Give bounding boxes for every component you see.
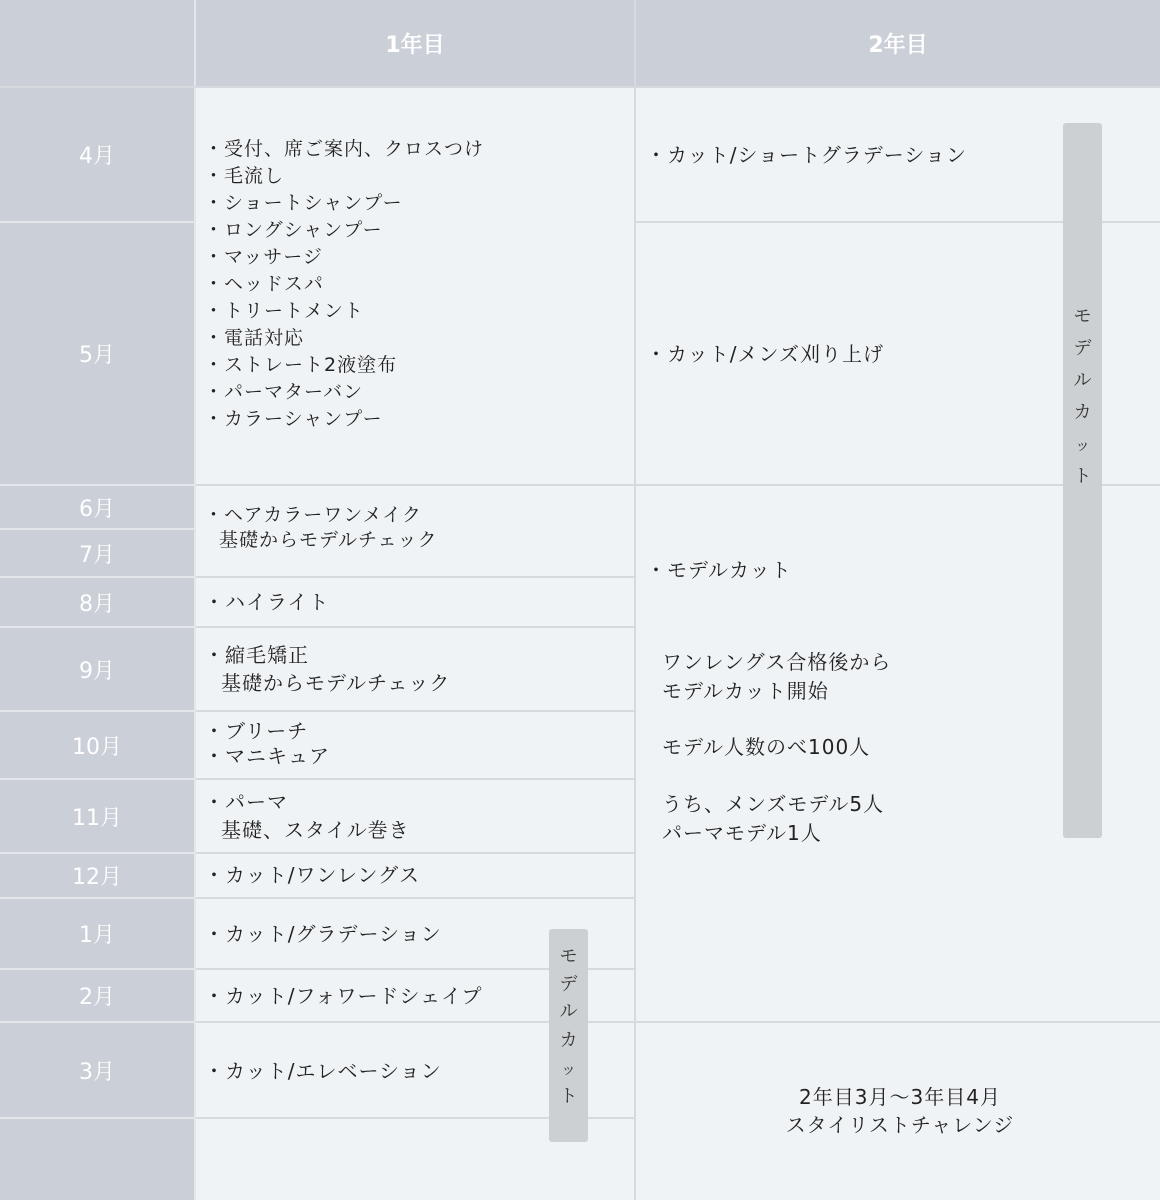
badge-char: カ [559,1030,578,1051]
list-item: ・ マニキュア [210,744,630,769]
year1-heading: 1年目 [385,32,445,58]
month-label: 5月 [79,343,115,368]
month-label: 6月 [79,496,115,522]
divider [196,897,636,899]
year1-dec [210,861,630,889]
divider [196,778,636,780]
list-item: ・ カラーシャンプー [210,406,630,433]
year1-sep [210,641,630,697]
list-item: ・ ロングシャンプー [210,217,630,244]
badge-char: カ [1073,402,1092,423]
list-item: ・ パーマターバン [210,379,630,406]
list-item: ・ ヘッドスパ [210,271,630,298]
note-line: うち、メンズモデル5人 [662,792,885,816]
challenge-title: スタイリストチャレンジ [785,1113,1015,1137]
badge-char: デ [559,974,578,995]
badge-char: ッ [1074,436,1090,454]
challenge-period: 2年目3月〜3年目4月 [799,1085,1001,1109]
list-item: ・ カット/ワンレングス [210,861,630,889]
divider [196,626,636,628]
year1-nov [210,788,630,844]
badge-char: ッ [560,1060,576,1078]
note-line: モデル人数のべ100人 [662,735,871,759]
month-label: 11月 [72,805,122,831]
year2-model-cut [652,556,1052,584]
list-item: ・ ブリーチ [210,719,630,744]
list-item: ・ ヘアカラーワンメイク [210,503,630,528]
divider [196,576,636,578]
divider [196,710,636,712]
month-label: 8月 [79,591,115,617]
month-label: 1月 [79,923,115,948]
list-item: ・ カット/ショートグラデーション [652,141,1052,169]
list-item: ・ 受付、席ご案内、クロスつけ [210,136,630,163]
badge-char: ル [559,1001,578,1022]
note-line: ワンレングス合格後から [662,650,892,674]
year2-apr [652,141,1052,169]
year1-jun-jul [210,503,630,553]
badge-char: モ [1073,306,1092,327]
month-label: 10月 [72,734,122,760]
month-label: 3月 [79,1059,115,1085]
badge-char: モ [559,946,578,967]
divider [194,0,196,1200]
list-item: ・ カット/フォワードシェイプ [210,982,630,1010]
list-item: ・ 毛流し [210,163,630,190]
model-cut-badge-year1 [549,929,588,1142]
note-line: モデルカット開始 [662,679,829,703]
list-item: ・ カット/メンズ刈り上げ [652,340,1052,368]
divider [196,852,636,854]
month-label: 7月 [79,542,115,568]
year2-heading: 2年目 [868,32,928,58]
list-item: ・ 電話対応 [210,325,630,352]
list-item: ・ カット/グラデーション [210,920,630,948]
badge-char: デ [1073,338,1092,359]
badge-char: ト [559,1086,578,1107]
list-item-note: 基礎からモデルチェック [219,529,438,551]
list-item: ・ モデルカット [652,556,1052,584]
divider [636,1021,1160,1023]
list-item: ・ カット/エレベーション [210,1057,630,1085]
month-label: 12月 [72,865,122,890]
badge-char: ト [1073,466,1092,487]
list-item: ・ ハイライト [210,588,630,616]
year1-aug [210,588,630,616]
month-label: 4月 [79,144,115,169]
badge-char: ル [1073,370,1092,391]
list-item: ・ ストレート2液塗布 [210,352,630,379]
month-label: 2月 [79,985,115,1010]
year2-stylist-challenge [640,1083,1160,1139]
divider [196,484,636,486]
list-item: ・ パーマ [210,788,630,816]
list-item: ・ ショートシャンプー [210,190,630,217]
list-item: ・ 縮毛矯正 [210,641,630,669]
year1-apr-may-list [210,136,630,433]
model-cut-badge-year2 [1063,123,1102,838]
year1-oct [210,719,630,769]
divider [634,0,636,1200]
note-line: パーマモデル1人 [662,821,822,845]
year2-may [652,340,1052,368]
list-item-note: 基礎、スタイル巻き [221,818,410,842]
divider [0,1117,194,1119]
list-item-note: 基礎からモデルチェック [221,671,451,695]
month-label: 9月 [79,658,115,684]
year2-model-notes [662,648,1042,848]
list-item: ・ トリートメント [210,298,630,325]
list-item: ・ マッサージ [210,244,630,271]
